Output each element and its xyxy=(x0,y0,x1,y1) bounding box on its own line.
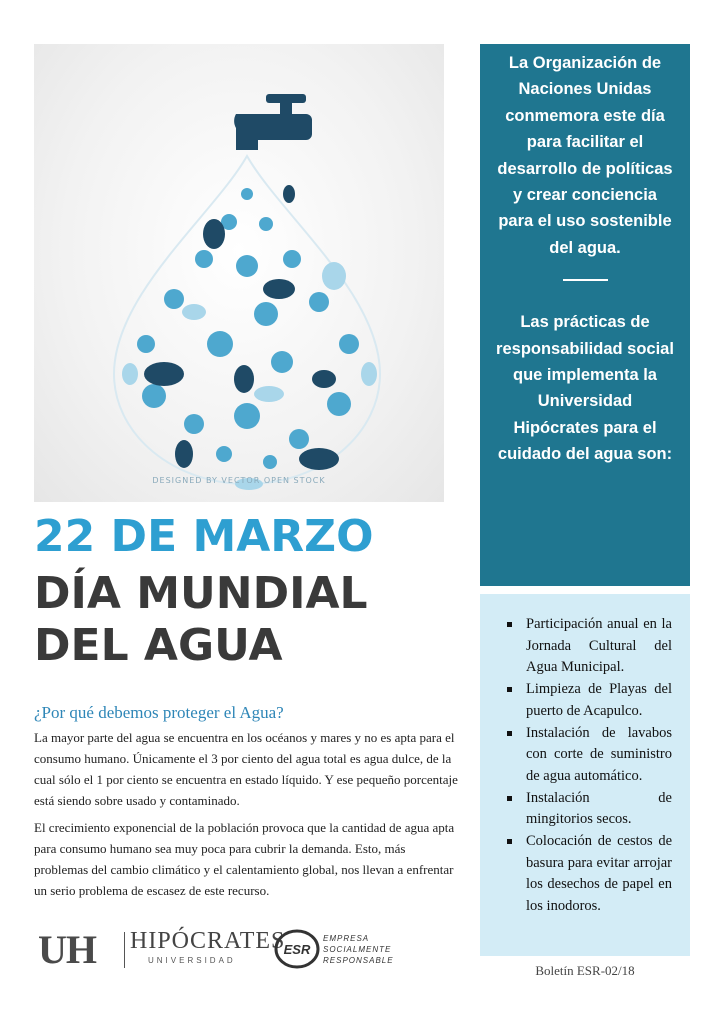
water-drop-collage-icon xyxy=(34,44,444,502)
faucet-icon xyxy=(234,94,312,150)
hero-illustration xyxy=(34,44,444,502)
title-line-2: DEL AGUA xyxy=(34,620,283,671)
list-item: Colocación de cestos de basura para evitar arrojar los desechos de papel en los inodoros. xyxy=(498,831,672,918)
un-intro-text: La Organización de Naciones Unidas conmemora este día para facilitar el desarrollo de políticas y crear conciencia para el uso sostenible del agua. xyxy=(497,54,673,257)
uh-logo: UH xyxy=(38,927,96,972)
event-date: 22 DE MARZO xyxy=(34,511,374,562)
logo-divider xyxy=(124,932,125,968)
hipocrates-logo: HIPÓCRATES xyxy=(130,928,286,954)
list-item: Instalación de mingitorios secos. xyxy=(498,788,672,831)
bulletin-number: Boletín ESR-02/18 xyxy=(535,963,635,978)
divider-line xyxy=(563,279,608,281)
esr-line-2: SOCIALMENTE xyxy=(323,945,392,954)
section-heading: ¿Por qué debemos proteger el Agua? xyxy=(34,703,284,722)
esr-logo-icon xyxy=(274,928,320,970)
drop-pattern-icon xyxy=(114,156,380,490)
paragraph-2: El crecimiento exponencial de la población provoca que la cantidad de agua apta para consumo humano sea muy poca para cubrir la demanda. Esto, más problemas del cambio climático y el calentamiento global, nos llevan a enfrentar un serio problema de escasez de este recurso. xyxy=(34,820,455,898)
page-title xyxy=(34,568,454,672)
esr-line-1: EMPRESA xyxy=(323,934,370,943)
universidad-label: UNIVERSIDAD xyxy=(148,956,236,965)
image-credit: DESIGNED BY VECTOR OPEN STOCK xyxy=(152,476,326,485)
esr-wordmark xyxy=(323,933,394,966)
list-item: Participación anual en la Jornada Cultural del Agua Municipal. xyxy=(498,614,672,679)
logo-strip xyxy=(38,924,398,974)
list-item: Limpieza de Playas del puerto de Acapulco. xyxy=(498,679,672,722)
paragraph-1: La mayor parte del agua se encuentra en los océanos y mares y no es apta para el consumo humano. Únicamente el 3 por ciento del agua total es agua dulce, de la cual sólo el 1 por ciento se encuentra en estado líquido. Y ese pequeño porcentaje está siendo sobre usado y contaminado. xyxy=(34,730,458,808)
practices-list-box xyxy=(480,594,690,956)
esr-line-3: RESPONSABLE xyxy=(323,956,394,965)
esr-mark-text: ESR xyxy=(283,942,311,957)
practices-list xyxy=(498,614,672,918)
practices-heading: Las prácticas de responsabilidad social que implementa la Universidad Hipócrates para el cuidado del agua son: xyxy=(496,313,674,464)
title-line-1: DÍA MUNDIAL xyxy=(34,568,368,619)
un-info-box xyxy=(480,44,690,586)
list-item: Instalación de lavabos con corte de suministro de agua automático. xyxy=(498,723,672,788)
